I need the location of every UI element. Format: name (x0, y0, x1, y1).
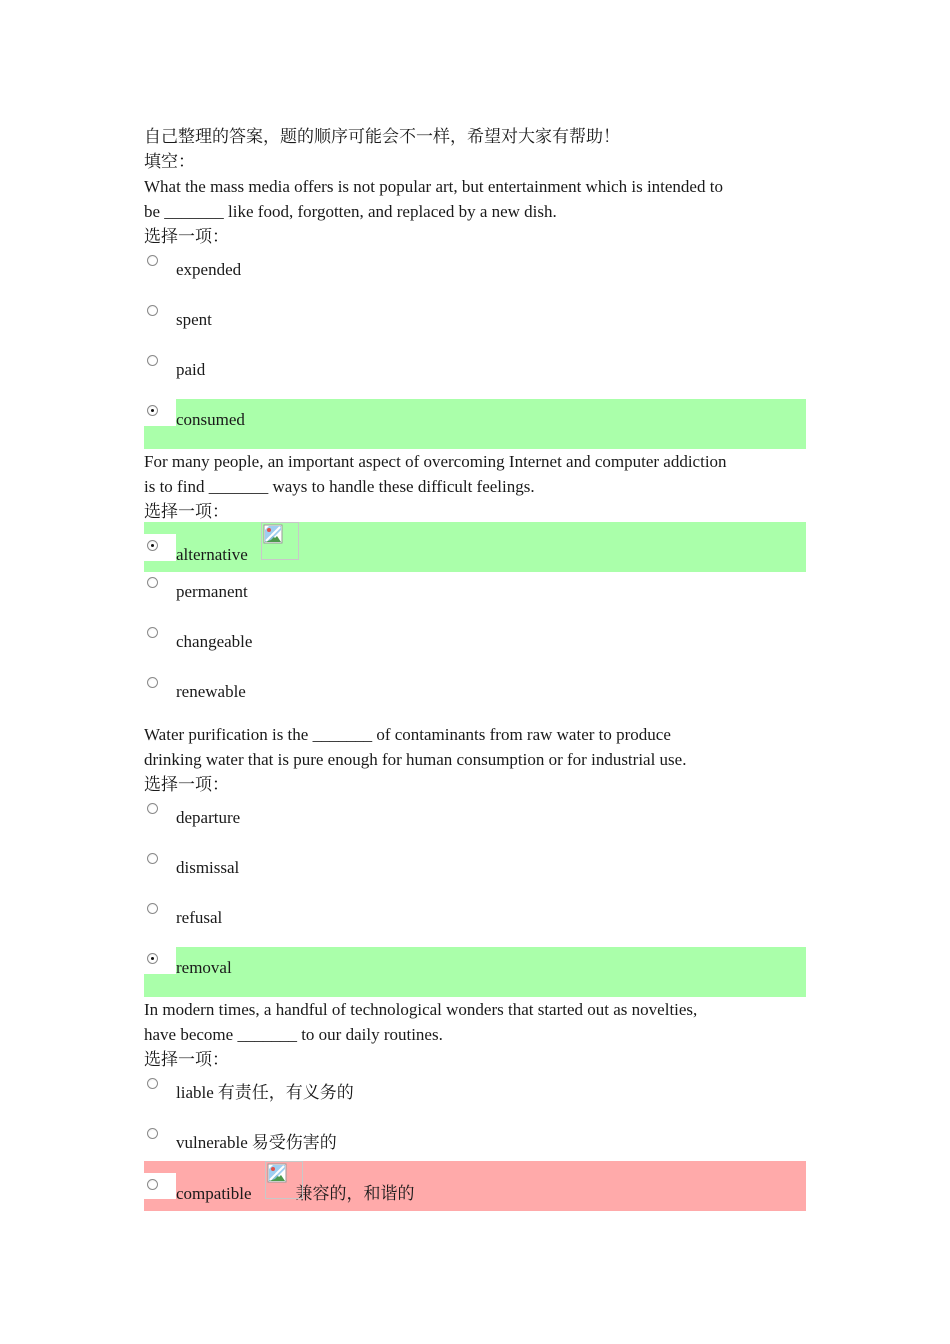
broken-image-icon (261, 522, 299, 560)
radio-button[interactable] (147, 1128, 158, 1139)
radio-button[interactable] (147, 853, 158, 864)
radio-button-selected[interactable] (147, 405, 158, 416)
question-2-line-1: For many people, an important aspect of overcoming Internet and computer addiction (144, 452, 727, 471)
radio-button-selected[interactable] (147, 953, 158, 964)
question-1-line-1: What the mass media offers is not popular art, but entertainment which is intended to (144, 177, 723, 196)
option-label: alternative (176, 545, 248, 564)
radio-button[interactable] (147, 803, 158, 814)
option-label: expended (176, 260, 242, 279)
option-label: compatible (176, 1184, 252, 1203)
question-4-line-2: have become _______ to our daily routines. (144, 1025, 443, 1044)
option-q3-dismissal[interactable] (144, 847, 806, 897)
radio-button[interactable] (147, 1078, 158, 1089)
option-q3-departure[interactable] (144, 797, 806, 847)
quiz-document (144, 124, 806, 1211)
question-3-line-1: Water purification is the _______ of contaminants from raw water to produce (144, 725, 671, 744)
question-2-text (144, 449, 806, 499)
radio-button[interactable] (147, 577, 158, 588)
option-label: changeable (176, 632, 253, 651)
option-label: vulnerable (176, 1133, 248, 1152)
option-label: permanent (176, 582, 248, 601)
option-note: 易受伤害的 (251, 1133, 337, 1152)
radio-button-selected[interactable] (147, 540, 158, 551)
broken-image-icon (265, 1161, 303, 1199)
radio-button[interactable] (147, 677, 158, 688)
option-q4-liable[interactable] (144, 1072, 806, 1122)
option-label: consumed (176, 410, 245, 429)
correct-highlight (144, 947, 806, 997)
section-label: 填空： (144, 152, 195, 171)
question-3-text (144, 722, 806, 772)
question-4-line-1: In modern times, a handful of technological wonders that started out as novelties, (144, 1000, 698, 1019)
option-label: liable (176, 1083, 214, 1102)
option-q1-spent[interactable] (144, 299, 806, 349)
option-label: refusal (176, 908, 223, 927)
question-1-line-2: be _______ like food, forgotten, and replaced by a new dish. (144, 202, 557, 221)
question-2-line-2: is to find _______ ways to handle these difficult feelings. (144, 477, 535, 496)
option-note: 兼容的，和谐的 (295, 1184, 415, 1203)
option-q1-paid[interactable] (144, 349, 806, 399)
option-note: 有责任，有义务的 (217, 1083, 354, 1102)
option-label: dismissal (176, 858, 240, 877)
radio-button[interactable] (147, 627, 158, 638)
radio-button[interactable] (147, 903, 158, 914)
question-1-text (144, 174, 806, 224)
question-4-text (144, 997, 806, 1047)
choose-one-label: 选择一项： (144, 502, 229, 521)
option-label: spent (176, 310, 212, 329)
radio-button[interactable] (147, 355, 158, 366)
radio-button[interactable] (147, 305, 158, 316)
option-q1-consumed-correct[interactable] (144, 399, 806, 449)
option-q2-renewable[interactable] (144, 661, 806, 711)
radio-button[interactable] (147, 255, 158, 266)
option-q2-permanent[interactable] (144, 561, 806, 611)
option-q3-refusal[interactable] (144, 897, 806, 947)
option-label: removal (176, 958, 232, 977)
option-label: departure (176, 808, 241, 827)
option-label: paid (176, 360, 206, 379)
option-label: renewable (176, 682, 246, 701)
choose-one-label: 选择一项： (144, 775, 229, 794)
option-q2-changeable[interactable] (144, 611, 806, 661)
option-q1-expended[interactable] (144, 249, 806, 299)
option-q3-removal-correct[interactable] (144, 947, 806, 997)
question-3-line-2: drinking water that is pure enough for human consumption or for industrial use. (144, 750, 687, 769)
choose-one-label: 选择一项： (144, 227, 229, 246)
choose-one-label: 选择一项： (144, 1050, 229, 1069)
radio-button[interactable] (147, 1179, 158, 1190)
intro-text: 自己整理的答案，题的顺序可能会不一样，希望对大家有帮助！ (144, 127, 620, 146)
option-q4-compatible-incorrect[interactable] (144, 1161, 806, 1211)
